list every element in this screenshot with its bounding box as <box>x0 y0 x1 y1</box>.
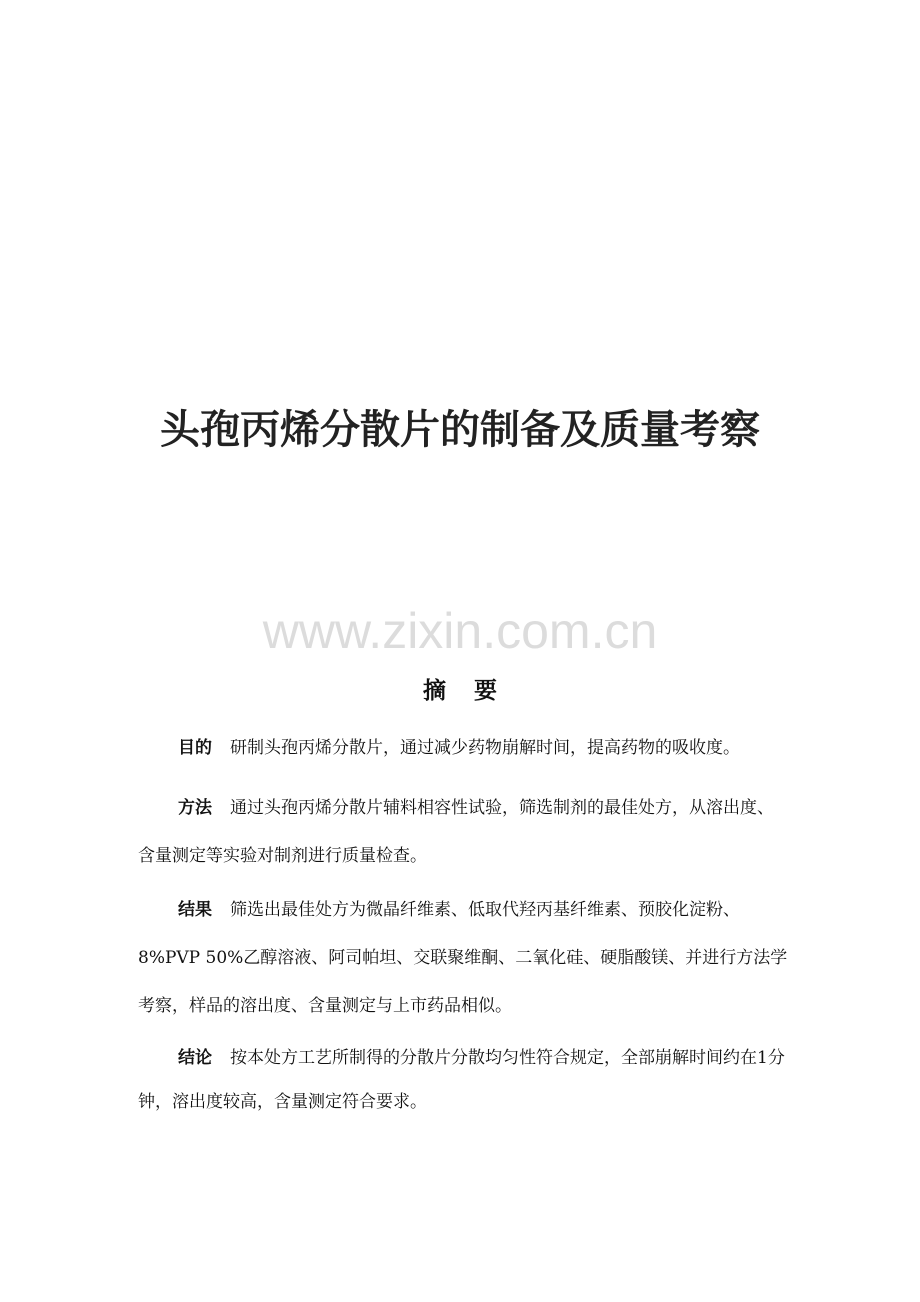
abstract-result-text: 筛选出最佳处方为微晶纤维素、低取代羟丙基纤维素、预胶化淀粉、8%PVP 50%乙醇溶液、阿司帕坦、交联聚维酮、二氧化硅、硬脂酸镁、并进行方法学考察，样品的溶出度、含量测定与上市药品相似。 <box>138 900 788 1016</box>
abstract-heading: 摘要 <box>423 678 525 704</box>
abstract-purpose <box>138 724 788 772</box>
abstract-conclusion <box>138 1036 788 1124</box>
abstract-conclusion-label: 结论 <box>178 1048 212 1068</box>
abstract-result-label: 结果 <box>178 900 212 920</box>
abstract-purpose-text: 研制头孢丙烯分散片，通过减少药物崩解时间，提高药物的吸收度。 <box>230 738 740 758</box>
abstract-method-text: 通过头孢丙烯分散片辅料相容性试验，筛选制剂的最佳处方，从溶出度、含量测定等实验对制剂进行质量检查。 <box>138 798 774 866</box>
watermark: www.zixin.com.cn <box>262 603 658 659</box>
abstract-purpose-label: 目的 <box>178 738 212 758</box>
abstract-method-label: 方法 <box>178 798 212 818</box>
abstract-method <box>138 784 788 880</box>
abstract-result <box>138 886 788 1030</box>
abstract-conclusion-text: 按本处方工艺所制得的分散片分散均匀性符合规定，全部崩解时间约在1分钟，溶出度较高，含量测定符合要求。 <box>138 1048 785 1112</box>
document-title: 头孢丙烯分散片的制备及质量考察 <box>160 407 760 453</box>
